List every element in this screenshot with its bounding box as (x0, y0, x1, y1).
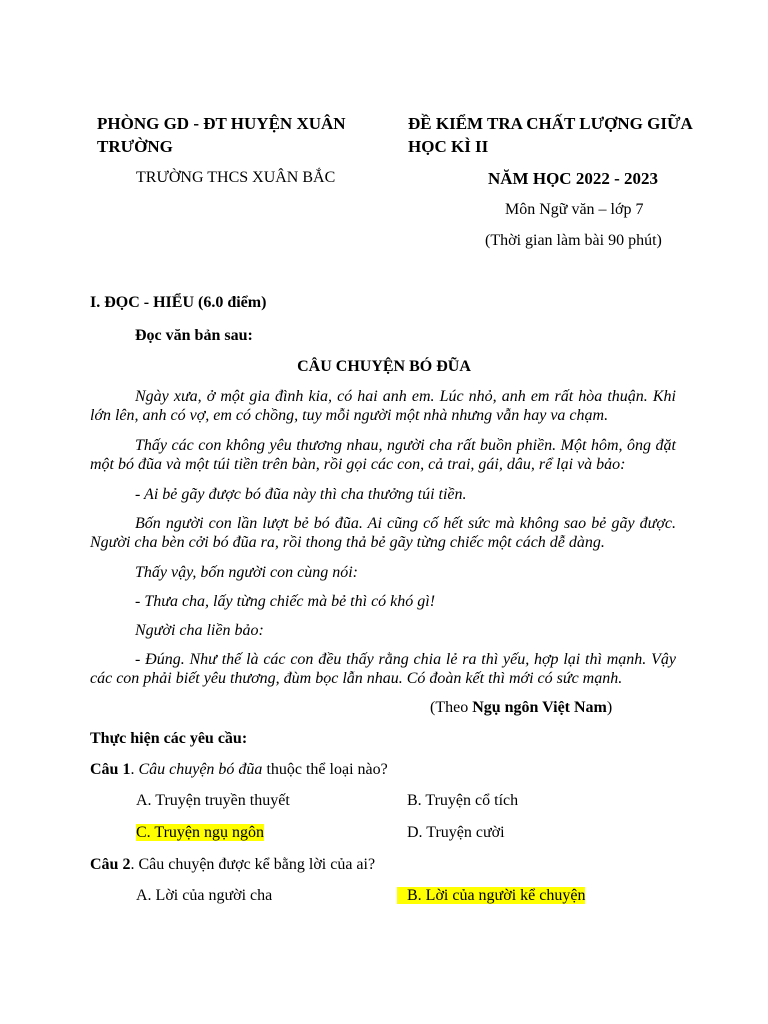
q2-option-b-highlight: B. Lời của người kể chuyện (397, 887, 585, 904)
source-prefix: (Theo (430, 699, 473, 716)
story-paragraph: Người cha liền bảo: (135, 622, 264, 639)
subject-line: Môn Ngữ văn – lớp 7 (505, 201, 644, 218)
question-1 (90, 760, 388, 780)
question-1-sep: . (130, 761, 139, 778)
story-title: CÂU CHUYỆN BÓ ĐŨA (297, 358, 471, 375)
exam-title: ĐỀ KIỂM TRA CHẤT LƯỢNG GIỮA HỌC KÌ II (408, 114, 692, 156)
school-year: NĂM HỌC 2022 - 2023 (488, 169, 658, 188)
question-2-label: Câu 2 (90, 856, 131, 873)
question-1-story-name: Câu chuyện bó đũa (138, 761, 263, 778)
story-paragraph: - Đúng. Như thế là các con đều thấy rằng chia lẻ ra thì yếu, hợp lại thì mạnh. Vậy các con phải biết yêu thương, đùm bọc lẫn nhau. Có đoàn kết thì mới có sức mạnh. (90, 651, 676, 687)
school-name: TRƯỜNG THCS XUÂN BẮC (136, 169, 336, 186)
department-name: PHÒNG GD - ĐT HUYỆN XUÂN TRƯỜNG (97, 114, 346, 156)
source-name: Ngụ ngôn Việt Nam (472, 699, 607, 716)
story-paragraph: Thấy vậy, bốn người con cùng nói: (135, 564, 359, 581)
section-heading: I. ĐỌC - HIỂU (6.0 điểm) (90, 294, 267, 311)
question-1-text: thuộc thể loại nào? (262, 761, 388, 778)
q2-option-b (397, 886, 585, 906)
q2-option-a: A. Lời của người cha (136, 887, 273, 904)
source-suffix: ) (606, 699, 613, 716)
reading-instruction: Đọc văn bản sau: (135, 327, 253, 344)
question-2 (90, 855, 375, 875)
story-source (430, 698, 612, 718)
q1-option-c-highlight: C. Truyện ngụ ngôn (136, 824, 265, 841)
story-paragraph: Ngày xưa, ở một gia đình kia, có hai anh em. Lúc nhỏ, anh em rất hòa thuận. Khi lớn lên, anh có vợ, em có chồng, tuy mỗi người một nhà nhưng vẫn hay va chạm. (90, 388, 676, 424)
q1-option-a: A. Truyện truyền thuyết (136, 792, 290, 809)
q1-option-c (136, 823, 264, 843)
story-paragraph: - Ai bẻ gãy được bó đũa này thì cha thưởng túi tiền. (135, 486, 467, 503)
duration-line: (Thời gian làm bài 90 phút) (485, 232, 662, 249)
q1-option-b: B. Truyện cổ tích (407, 792, 519, 809)
question-2-text: . Câu chuyện được kể bằng lời của ai? (130, 856, 376, 873)
story-paragraph: Bốn người con lần lượt bẻ bó đũa. Ai cũng cố hết sức mà không sao bẻ gãy được. Người cha bèn cởi bó đũa ra, rồi thong thả bẻ gãy từng chiếc một cách dễ dàng. (90, 515, 676, 551)
story-paragraph: - Thưa cha, lấy từng chiếc mà bẻ thì có khó gì! (135, 593, 436, 610)
story-paragraph: Thấy các con không yêu thương nhau, người cha rất buồn phiền. Một hôm, ông đặt một bó đũa và một túi tiền trên bàn, rồi gọi các con, cả trai, gái, dâu, rể lại và bảo: (90, 437, 676, 473)
tasks-heading: Thực hiện các yêu cầu: (90, 730, 248, 747)
q1-option-d: D. Truyện cười (407, 824, 505, 841)
question-1-label: Câu 1 (90, 761, 131, 778)
